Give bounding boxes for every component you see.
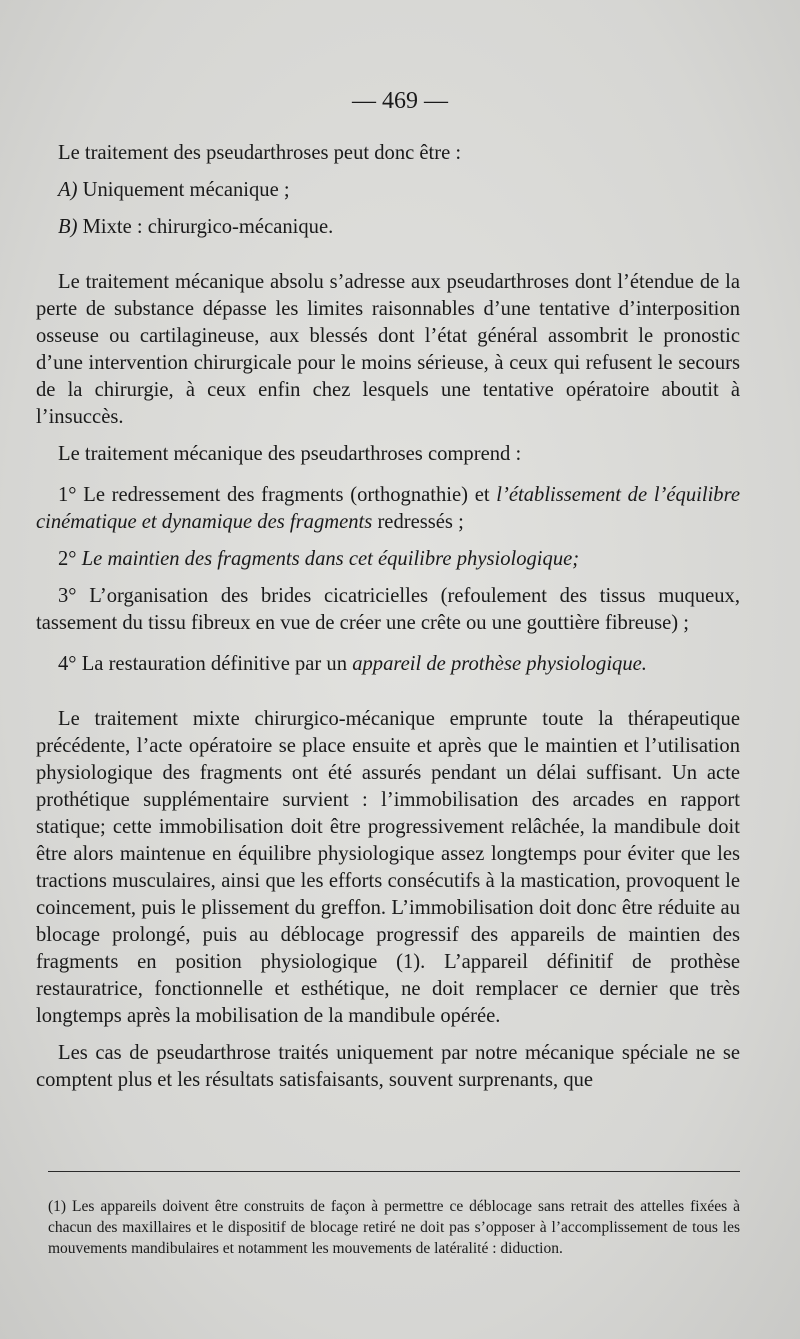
list-item-1-italic: l’établissement de l’équilibre cinématique et dynamique des fragments [36, 484, 740, 533]
option-b [36, 214, 740, 241]
list-item-4-italic: appareil de prothèse physiologique. [352, 653, 647, 675]
list-item-4-text: La restauration définitive par un [81, 653, 348, 675]
list-item-1-text: Le redressement des fragments (orthognathie) et [83, 484, 490, 506]
paragraph-cases: Les cas de pseudarthrose traités uniquement par notre mécanique spéciale ne se comptent plus et les résultats satisfaisants, souvent surprenants, que [36, 1042, 740, 1091]
list-item-2 [36, 546, 740, 573]
list-item-4 [36, 651, 740, 678]
list-item-3 [36, 583, 740, 637]
option-b-label: B) [58, 216, 78, 238]
list-item-1-end: redressés ; [377, 511, 464, 533]
option-a [36, 177, 740, 204]
footnote [48, 1196, 740, 1259]
footnote-rule [48, 1171, 740, 1172]
page-body [36, 140, 740, 1094]
option-b-text: Mixte : chirurgico-mécanique. [82, 216, 334, 238]
list-item-2-number: 2° [58, 548, 77, 570]
footnote-text: (1) Les appareils doivent être construits de façon à permettre ce déblocage sans retrait des attelles fixées à chacun des maxillaires et le dispositif de blocage retiré ne doit pas s’opposer à l’accomplissement de tous les mouvements mandibulaires et notamment les mouvements de latéralité : diduction. [48, 1198, 740, 1257]
list-item-1-number: 1° [58, 484, 77, 506]
option-a-label: A) [58, 179, 78, 201]
option-a-text: Uniquement mécanique ; [82, 179, 290, 201]
paragraph-comprises: Le traitement mécanique des pseudarthroses comprend : [58, 443, 522, 465]
list-item-3-text: L’organisation des brides cicatricielles (refoulement des tissus muqueux, tassement du tissu fibreux en vue de créer une crête ou une gouttière fibreuse) ; [36, 585, 741, 634]
list-item-3-number: 3° [58, 585, 77, 607]
list-item-2-italic: Le maintien des fragments dans cet équilibre physiologique; [81, 548, 580, 570]
list-item-1 [36, 482, 740, 536]
page-number: — 469 — [352, 88, 448, 114]
intro-line: Le traitement des pseudarthroses peut donc être : [58, 142, 462, 164]
paragraph-mixed: Le traitement mixte chirurgico-mécanique emprunte toute la thérapeutique précédente, l’acte opératoire se place ensuite et après que le maintien et l’utilisation physiologique des fragments ont été assurés pendant un délai suffisant. Un acte prothétique supplémentaire survient : l’immobilisation des arcades en rapport statique; cette immobilisation doit être progressivement relâchée, la mandibule doit être alors maintenue en équilibre physiologique assez longtemps pour éviter que les tractions musculaires, ainsi que les efforts consécutifs à la mastication, provoquent le coincement, puis le plissement du greffon. L’immobilisation doit donc être réduite au blocage prolongé, puis au déblocage progressif des appareils de maintien des fragments en position physiologique (1). L’appareil définitif de prothèse restauratrice, fonctionnelle et esthétique, ne doit remplacer ce dernier que très longtemps après la mobilisation de la mandibule opérée. [36, 708, 740, 1027]
list-item-4-number: 4° [58, 653, 77, 675]
paragraph-mechanical: Le traitement mécanique absolu s’adresse aux pseudarthroses dont l’étendue de la perte de substance dépasse les limites raisonnables d’une tentative d’interposition osseuse ou cartilagineuse, aux blessés dont l’état général assombrit le pronostic d’une intervention chirurgicale pour le moins sérieuse, à ceux qui refusent le secours de la chirurgie, à ceux enfin chez lesquels une tentative opératoire aboutit à l’insuccès. [36, 271, 740, 428]
